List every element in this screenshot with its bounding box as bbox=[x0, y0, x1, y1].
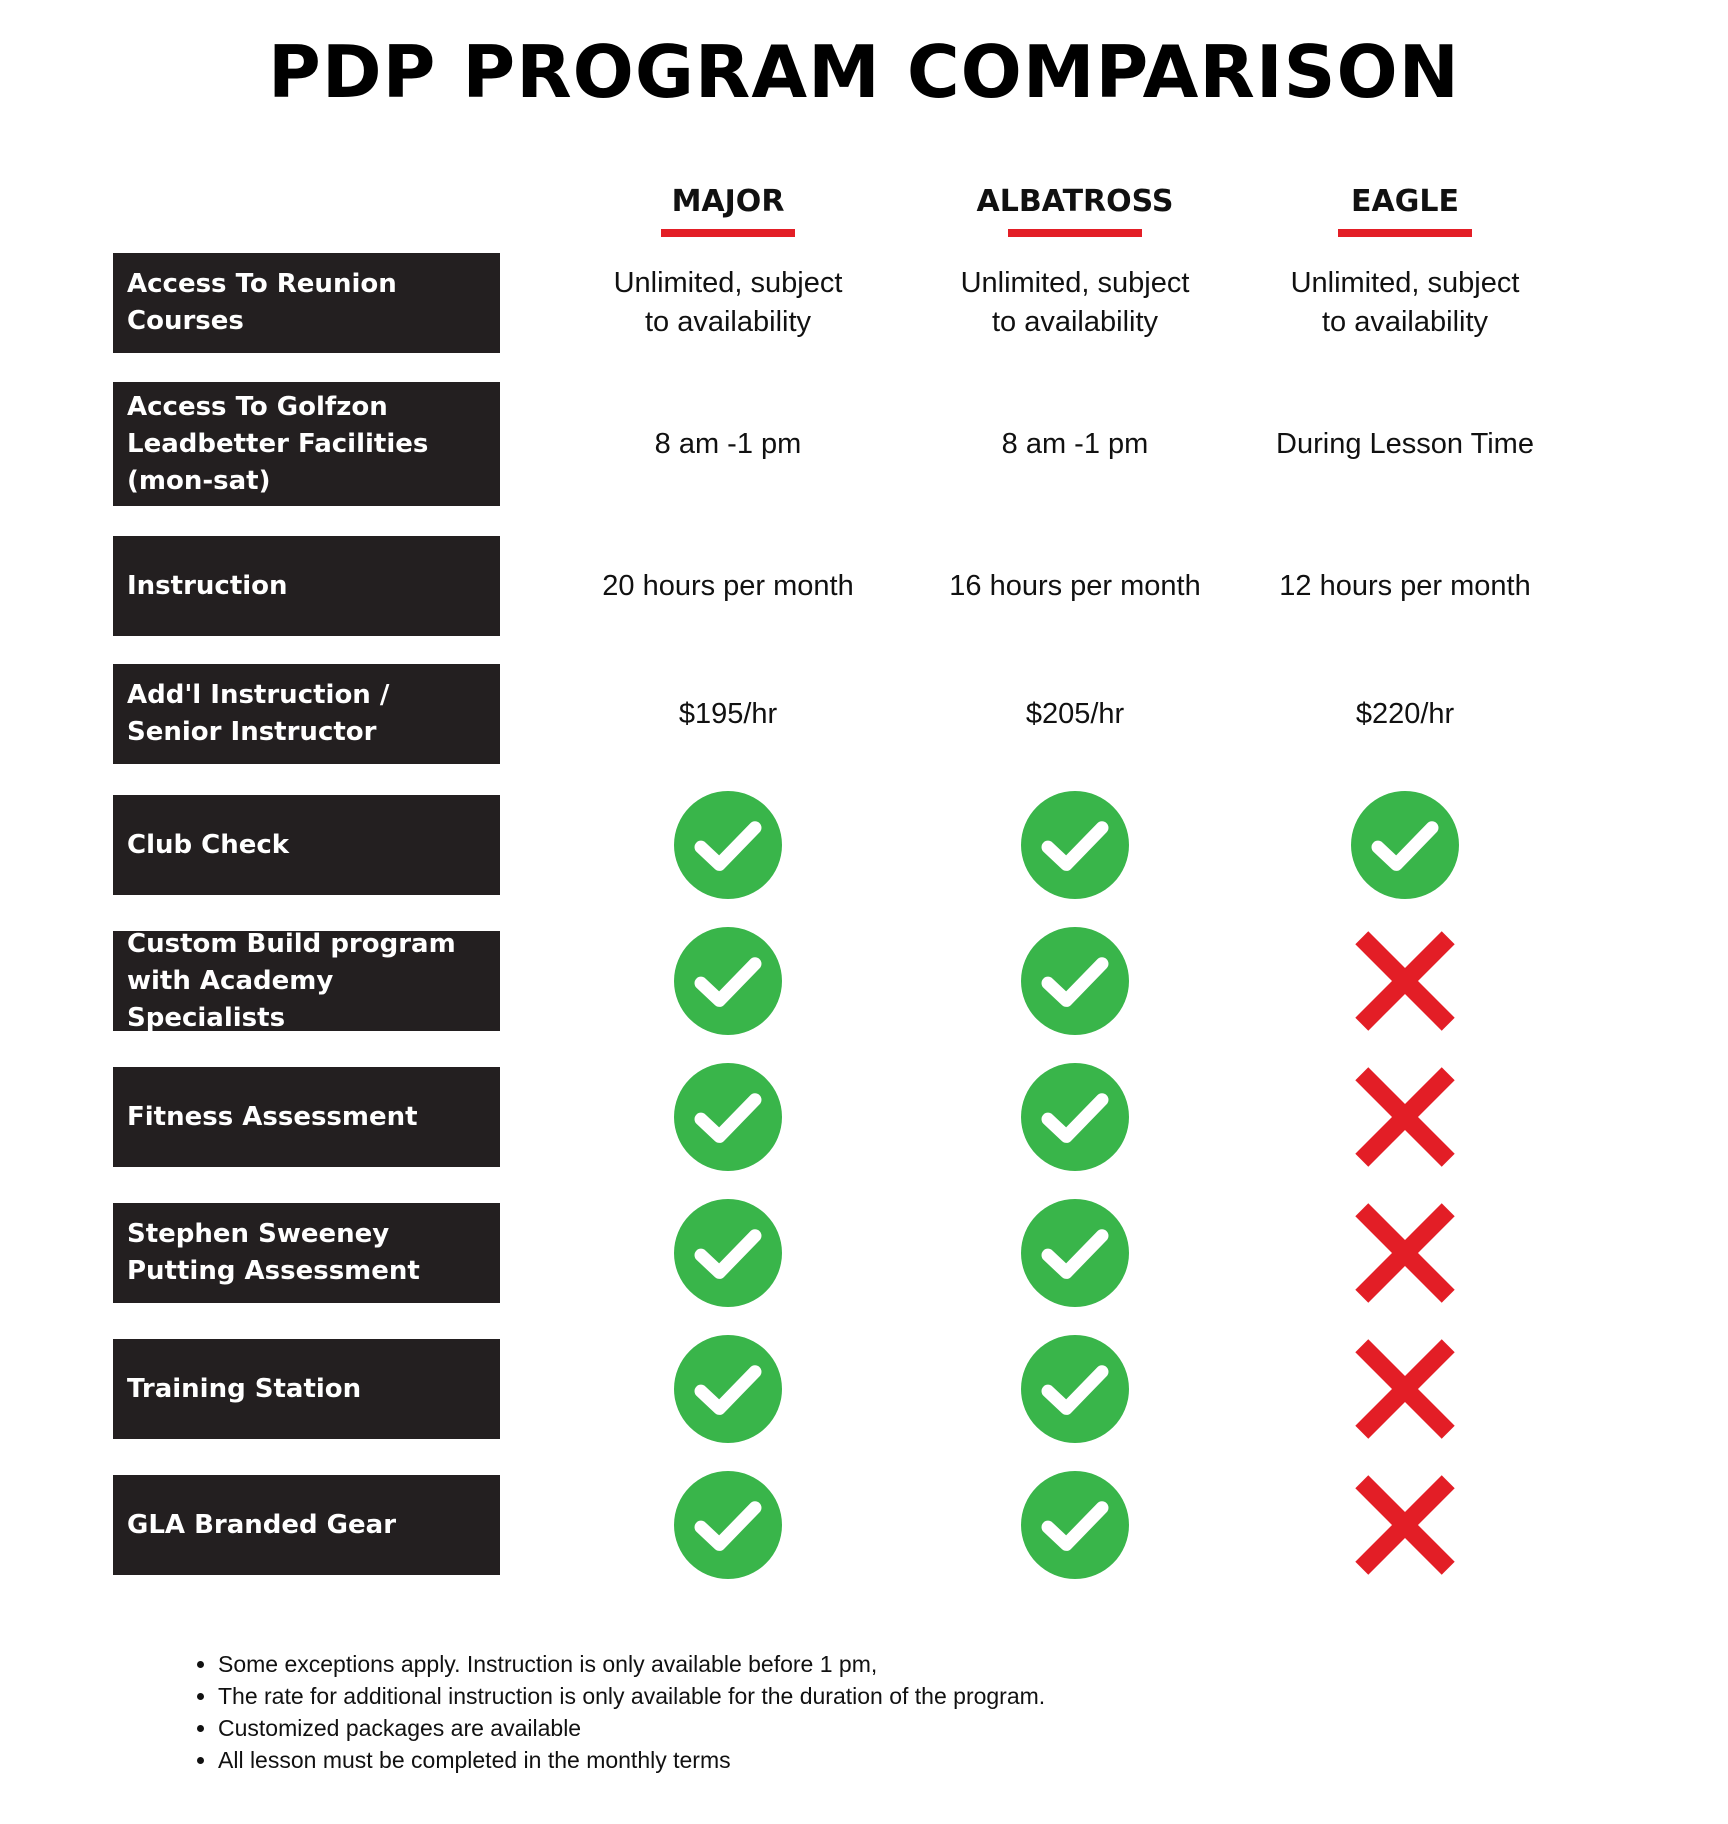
cross-icon bbox=[1351, 927, 1459, 1035]
check-icon bbox=[1021, 1335, 1129, 1443]
row-label-fitness-assessment: Fitness Assessment bbox=[113, 1067, 500, 1167]
cell-value-major: 8 am -1 pm bbox=[654, 427, 802, 460]
footnote-item: • All lesson must be completed in the monthly terms bbox=[218, 1744, 1045, 1776]
row-label-gla-branded-gear: GLA Branded Gear bbox=[113, 1475, 500, 1575]
column-header-major bbox=[608, 184, 848, 237]
column-header-underline bbox=[1008, 229, 1142, 237]
footnote-item: • Some exceptions apply. Instruction is only available before 1 pm, bbox=[218, 1648, 1045, 1680]
footnote-item: • Customized packages are available bbox=[218, 1712, 1045, 1744]
column-header-underline bbox=[661, 229, 795, 237]
check-icon bbox=[674, 927, 782, 1035]
cell-value-albatross: $205/hr bbox=[1025, 697, 1125, 730]
check-icon bbox=[1021, 927, 1129, 1035]
column-header-label: ALBATROSS bbox=[976, 184, 1174, 219]
row-label-add-l-instruction-senior-instructor: Add'l Instruction / Senior Instructor bbox=[113, 664, 500, 764]
check-icon bbox=[674, 791, 782, 899]
check-icon bbox=[1021, 791, 1129, 899]
cell-value-albatross: 8 am -1 pm bbox=[1001, 427, 1149, 460]
column-header-albatross bbox=[955, 184, 1195, 237]
cell-value-albatross: 16 hours per month bbox=[949, 569, 1201, 602]
row-label-instruction: Instruction bbox=[113, 536, 500, 636]
cell-value-eagle: During Lesson Time bbox=[1276, 427, 1534, 460]
column-header-label: MAJOR bbox=[671, 184, 785, 219]
cell-value-major: Unlimited, subject to availability bbox=[613, 267, 843, 338]
check-icon bbox=[1021, 1063, 1129, 1171]
check-icon bbox=[674, 1199, 782, 1307]
check-icon bbox=[1021, 1471, 1129, 1579]
footnotes bbox=[190, 1648, 1045, 1776]
cell-value-eagle: Unlimited, subject to availability bbox=[1290, 267, 1520, 338]
cell-value-major: $195/hr bbox=[678, 697, 778, 730]
check-icon bbox=[1351, 791, 1459, 899]
cross-icon bbox=[1351, 1063, 1459, 1171]
cell-value-albatross: Unlimited, subject to availability bbox=[960, 267, 1190, 338]
check-icon bbox=[674, 1471, 782, 1579]
row-label-access-to-reunion-courses: Access To Reunion Courses bbox=[113, 253, 500, 353]
row-label-training-station: Training Station bbox=[113, 1339, 500, 1439]
column-header-underline bbox=[1338, 229, 1472, 237]
footnote-item: • The rate for additional instruction is only available for the duration of the program. bbox=[218, 1680, 1045, 1712]
column-header-eagle bbox=[1285, 184, 1525, 237]
cross-icon bbox=[1351, 1335, 1459, 1443]
cell-value-eagle: 12 hours per month bbox=[1279, 569, 1531, 602]
row-label-custom-build-program-with-academy-specialists: Custom Build program with Academy Specialists bbox=[113, 931, 500, 1031]
cross-icon bbox=[1351, 1199, 1459, 1307]
cross-icon bbox=[1351, 1471, 1459, 1579]
check-icon bbox=[1021, 1199, 1129, 1307]
column-header-label: EAGLE bbox=[1351, 184, 1459, 219]
check-icon bbox=[674, 1063, 782, 1171]
page-title: PDP PROGRAM COMPARISON bbox=[268, 30, 1460, 114]
check-icon bbox=[674, 1335, 782, 1443]
row-label-club-check: Club Check bbox=[113, 795, 500, 895]
row-label-access-to-golfzon-leadbetter-facilities-mon-sat: Access To Golfzon Leadbetter Facilities (mon-sat) bbox=[113, 382, 500, 506]
cell-value-eagle: $220/hr bbox=[1355, 697, 1455, 730]
cell-value-major: 20 hours per month bbox=[602, 569, 854, 602]
row-label-stephen-sweeney-putting-assessment: Stephen Sweeney Putting Assessment bbox=[113, 1203, 500, 1303]
